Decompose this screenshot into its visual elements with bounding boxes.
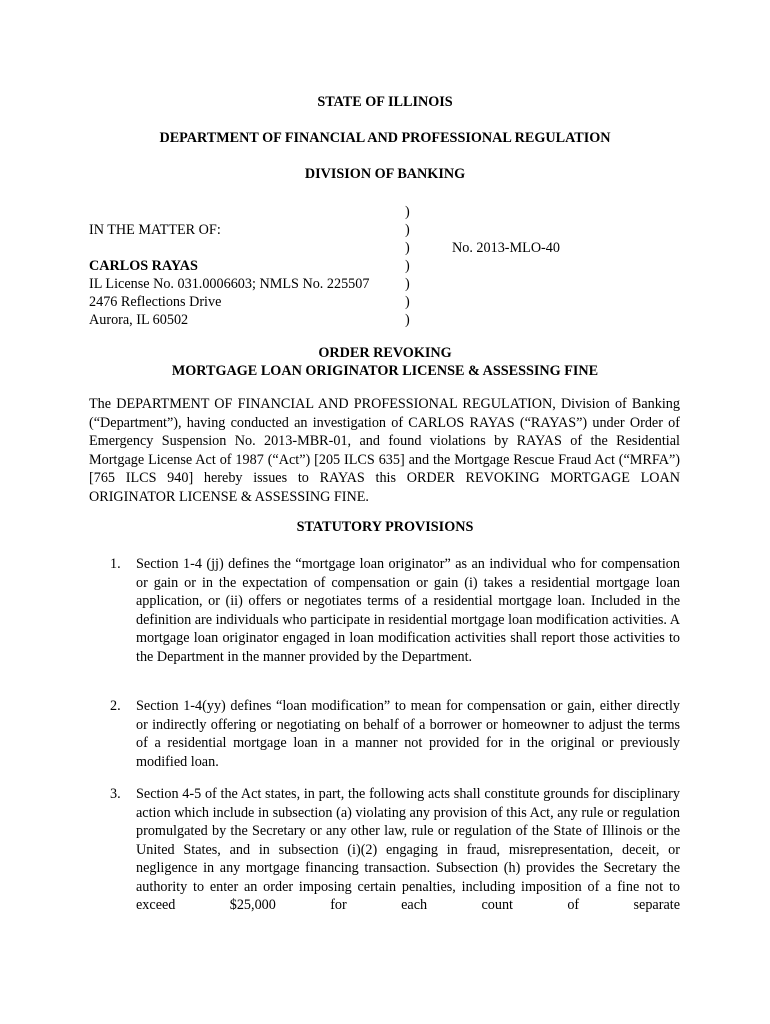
provision-number: 2.	[110, 698, 121, 714]
respondent-name: CARLOS RAYAS	[89, 258, 198, 274]
order-title-line-2: MORTGAGE LOAN ORIGINATOR LICENSE & ASSESSING FINE	[171, 363, 599, 379]
caption-paren: )	[405, 222, 410, 238]
caption-paren: )	[405, 294, 410, 310]
caption-paren: )	[405, 312, 410, 328]
address-line-1: 2476 Reflections Drive	[89, 294, 222, 310]
address-line-2: Aurora, IL 60502	[89, 312, 189, 328]
provision-number: 1.	[110, 556, 121, 572]
provision-text: Section 4-5 of the Act states, in part, the following acts shall constitute grounds for disciplinary action which include in subsection (a) violating any provision of this Act, any rule or regulation promulgated by the Secretary or any other law, rule or regulation of the State of Illinois or the United States, and in subsection (i)(2) engaging in fraud, misrepresentation, deceit, or negligence in any mortgage financing transaction. Subsection (h) provides the Secretary the authority to enter an order imposing certain penalties, including imposition of a fine not to exceed $25,000 for each count of separate	[136, 786, 680, 913]
provision-text: Section 1-4 (jj) defines the “mortgage loan originator” as an individual who for compensation or gain or in the expectation of compensation or gain (i) takes a residential mortgage loan application, or (ii) offers or negotiates terms of a residential mortgage loan. Included in the definition are individuals who participate in residential mortgage loan modification activities. A mortgage loan originator engaged in loan modification activities shall report those activities to the Department in the manner provided by the Department.	[136, 556, 680, 665]
statutory-provisions-heading: STATUTORY PROVISIONS	[296, 519, 474, 535]
caption-paren: )	[405, 258, 410, 274]
case-number: No. 2013-MLO-40	[452, 240, 560, 256]
department-heading: DEPARTMENT OF FINANCIAL AND PROFESSIONAL REGULATION	[159, 130, 611, 146]
caption-paren: )	[405, 240, 410, 256]
matter-label: IN THE MATTER OF:	[89, 222, 221, 238]
caption-paren: )	[405, 204, 410, 220]
division-heading: DIVISION OF BANKING	[304, 166, 466, 182]
provision-number: 3.	[110, 786, 121, 802]
order-title-line-1: ORDER REVOKING	[318, 345, 452, 361]
intro-paragraph: The DEPARTMENT OF FINANCIAL AND PROFESSIONAL REGULATION, Division of Banking (“Department”), having conducted an investigation of CARLOS RAYAS (“RAYAS”) under Order of Emergency Suspension No. 2013-MBR-01, and found violations by RAYAS of the Residential Mortgage License Act of 1987 (“Act”) [205 ILCS 635] and the Mortgage Rescue Fraud Act (“MRFA”) [765 ILCS 940] hereby issues to RAYAS this ORDER REVOKING MORTGAGE LOAN ORIGINATOR LICENSE & ASSESSING FINE.	[89, 396, 680, 505]
case-caption	[89, 203, 689, 333]
provision-text: Section 1-4(yy) defines “loan modification” to mean for compensation or gain, either directly or indirectly offering or negotiating on behalf of a borrower or homeowner to adjust the terms of a residential mortgage loan in a manner not provided for in the original or previously modified loan.	[136, 698, 680, 770]
license-line: IL License No. 031.0006603; NMLS No. 225507	[89, 276, 370, 292]
caption-paren: )	[405, 276, 410, 292]
state-heading: STATE OF ILLINOIS	[317, 94, 453, 110]
